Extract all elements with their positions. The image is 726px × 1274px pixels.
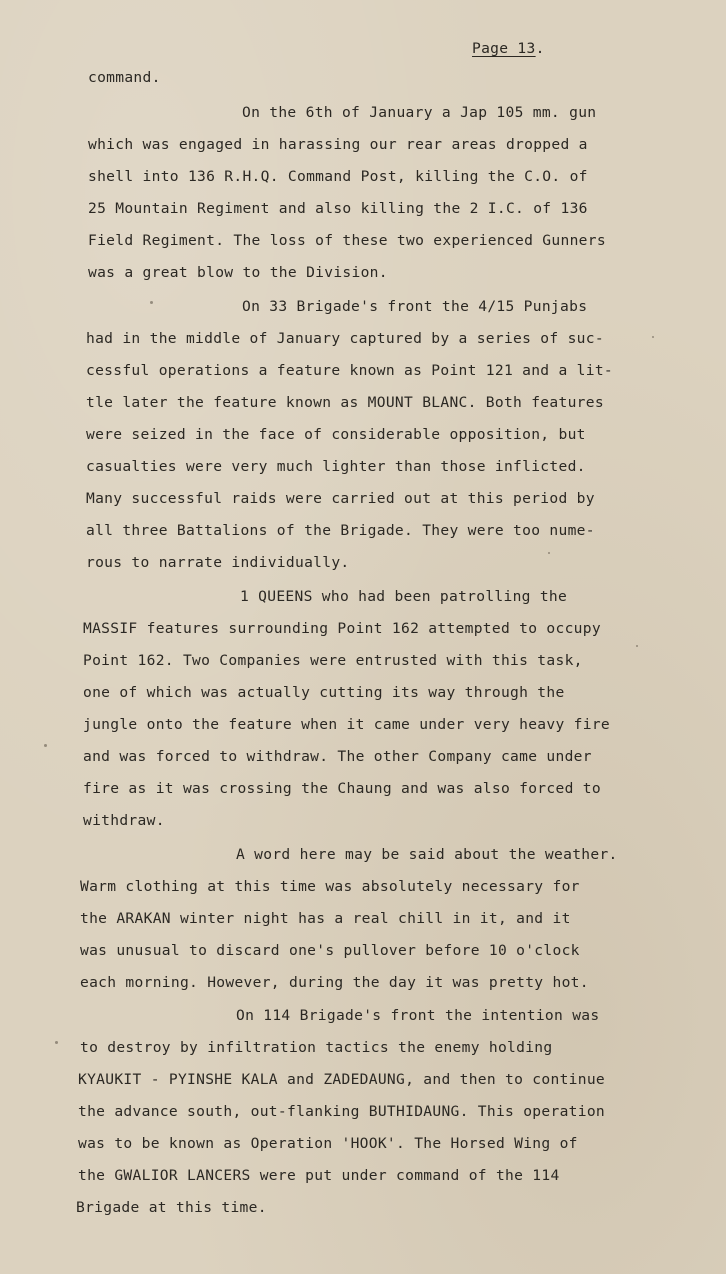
text-line: command. — [88, 69, 161, 86]
text-line: A word here may be said about the weather. — [236, 846, 618, 863]
paper-speck — [55, 1041, 58, 1044]
text-line: all three Battalions of the Brigade. They were too nume- — [86, 522, 595, 539]
paper-speck — [652, 336, 654, 338]
text-line: Brigade at this time. — [76, 1199, 267, 1216]
paper-speck — [150, 301, 153, 304]
text-line: casualties were very much lighter than those inflicted. — [86, 458, 586, 475]
text-line: cessful operations a feature known as Point 121 and a lit- — [86, 362, 613, 379]
text-line: 25 Mountain Regiment and also killing the 2 I.C. of 136 — [88, 200, 588, 217]
text-line: which was engaged in harassing our rear areas dropped a — [88, 136, 588, 153]
paper-speck — [44, 744, 47, 747]
text-line: the advance south, out-flanking BUTHIDAUNG. This operation — [78, 1103, 605, 1120]
text-line: one of which was actually cutting its way through the — [83, 684, 565, 701]
paper-speck — [548, 552, 550, 554]
text-line: and was forced to withdraw. The other Company came under — [83, 748, 592, 765]
text-line: On the 6th of January a Jap 105 mm. gun — [242, 104, 597, 121]
text-line: had in the middle of January captured by a series of suc- — [86, 330, 604, 347]
page-number-label: Page 13 — [472, 40, 536, 57]
text-line: MASSIF features surrounding Point 162 attempted to occupy — [83, 620, 601, 637]
text-line: jungle onto the feature when it came under very heavy fire — [83, 716, 610, 733]
paper-speck — [636, 645, 638, 647]
text-line: the ARAKAN winter night has a real chill in it, and it — [80, 910, 571, 927]
page-number — [472, 40, 545, 57]
text-line: fire as it was crossing the Chaung and was also forced to — [83, 780, 601, 797]
text-line: tle later the feature known as MOUNT BLANC. Both features — [86, 394, 604, 411]
text-line: shell into 136 R.H.Q. Command Post, killing the C.O. of — [88, 168, 588, 185]
text-line: On 33 Brigade's front the 4/15 Punjabs — [242, 298, 588, 315]
text-line: Warm clothing at this time was absolutely necessary for — [80, 878, 580, 895]
text-line: was a great blow to the Division. — [88, 264, 388, 281]
text-line: was to be known as Operation 'HOOK'. The Horsed Wing of — [78, 1135, 578, 1152]
text-line: the GWALIOR LANCERS were put under command of the 114 — [78, 1167, 560, 1184]
text-line: Field Regiment. The loss of these two experienced Gunners — [88, 232, 606, 249]
text-line: On 114 Brigade's front the intention was — [236, 1007, 600, 1024]
text-line: each morning. However, during the day it was pretty hot. — [80, 974, 589, 991]
text-line: to destroy by infiltration tactics the enemy holding — [80, 1039, 553, 1056]
text-line: was unusual to discard one's pullover before 10 o'clock — [80, 942, 580, 959]
page-number-suffix: . — [535, 40, 545, 57]
text-line: were seized in the face of considerable opposition, but — [86, 426, 586, 443]
text-line: 1 QUEENS who had been patrolling the — [240, 588, 568, 605]
text-line: Point 162. Two Companies were entrusted with this task, — [83, 652, 583, 669]
text-line: rous to narrate individually. — [86, 554, 350, 571]
text-line: KYAUKIT - PYINSHE KALA and ZADEDAUNG, and then to continue — [78, 1071, 605, 1088]
text-line: withdraw. — [83, 812, 165, 829]
text-line: Many successful raids were carried out at this period by — [86, 490, 595, 507]
